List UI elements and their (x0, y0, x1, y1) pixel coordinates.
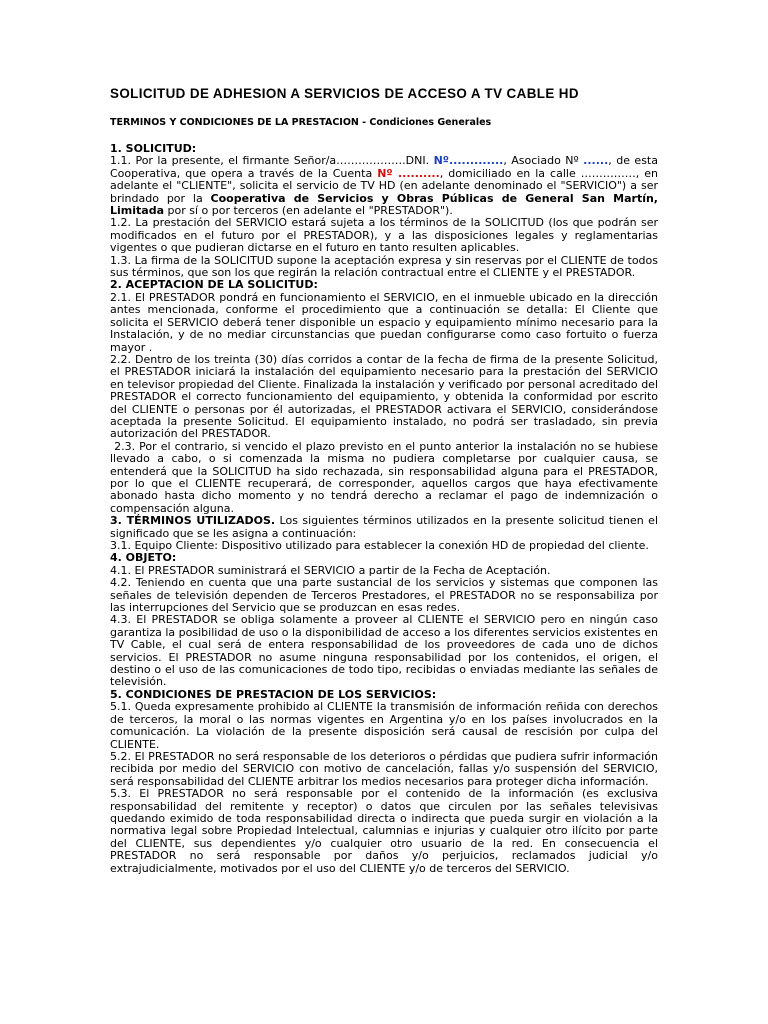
section-heading-solicitud: 1. SOLICITUD: (110, 142, 197, 155)
section-heading-objeto: 4. OBJETO: (110, 551, 177, 565)
document-body (110, 142, 662, 875)
document-title: SOLICITUD DE ADHESION A SERVICIOS DE ACCESO A TV CABLE HD (110, 86, 579, 101)
clause-2-2: 2.2. Dentro de los treinta (30) días corridos a contar de la fecha de firma de la presente Solicitud, el PRESTADOR iniciará la instalación del equipamiento necesario para la prestación del SERVICIO en televisor propiedad del Cliente. Finalizada la instalación y verificado por personal acreditado del PRESTADOR el correcto funcionamiento del equipamiento, y obtenida la conformidad por escrito del CLIENTE o personas por él autorizadas, el PRESTADOR activara el SERVICIO, considerándose aceptada la presente Solicitud. El equipamiento instalado, no podrá ser trasladado, sin previa autorización del PRESTADOR. (110, 352, 658, 441)
section-heading-aceptacion: 2. ACEPTACION DE LA SOLICITUD: (110, 278, 318, 292)
clause-1-1-text-a: 1.1. Por la presente, el firmante Señor/a……………….DNI. (110, 154, 434, 168)
clause-4-1: 4.1. El PRESTADOR suministrará el SERVICIO a partir de la Fecha de Aceptación. (110, 563, 551, 577)
clause-1-1-text-f: por sí o por terceros (en adelante el "PRESTADOR"). (164, 204, 453, 218)
section-heading-terminos: 3. TÉRMINOS UTILIZADOS. (110, 514, 276, 528)
section-heading-condiciones: 5. CONDICIONES DE PRESTACION DE LOS SERVICIOS: (110, 687, 437, 701)
clause-1-2: 1.2. La prestación del SERVICIO estará sujeta a los términos de la SOLICITUD (los que podrán ser modificados en el futuro por el PRESTADOR), y a las disposiciones legales y reglamentarias vigentes o que pudieran dictarse en el futuro en tanto resulten aplicables. (110, 216, 658, 255)
clause-3-intro-text: Los siguientes términos utilizados en la presente solicitud tienen el significado que se les asigna a continuación: (110, 514, 659, 540)
cuenta-number-field: Nº .......... (377, 166, 440, 180)
clause-1-1-text-e: , en adelante el "CLIENTE", solicita el servicio de TV HD (en adelante denominado el "SERVICIO") a ser brindado por la (110, 166, 659, 205)
clause-3-1: 3.1. Equipo Cliente: Dispositivo utilizado para establecer la conexión HD de propiedad del cliente. (110, 539, 649, 552)
dni-number-field: Nº............. (433, 154, 504, 168)
clause-2-3: 2.3. Por el contrario, si vencido el plazo previsto en el punto anterior la instalación no se hubiese llevado a cabo, o si comenzada la misma no pudiera completarse por cualquier causa, se entenderá que la SOLICITUD ha sido rechazada, sin responsabilidad alguna para el PRESTADOR, por lo que el CLIENTE recuperará, de corresponder, aquellos cargos que haya efectivamente abonado hasta dicho momento y no tendrá derecho a reclamar el pago de indemnización o compensación alguna. (110, 439, 662, 515)
clause-1-1 (110, 155, 658, 217)
clause-5-3: 5.3. El PRESTADOR no será responsable por el contenido de la información (es exclusiva responsabilidad del remitente y receptor) o datos que circulen por las señales televisivas quedando eximido de toda responsabilidad directa o indirecta que pueda surgir en violación a la normativa legal sobre Propiedad Intelectual, calumnias e injurias y cualquier otro ilícito por parte del CLIENTE, sus dependientes y/o cualquier otro usuario de la red. En consecuencia el PRESTADOR no será responsable por daños y/o perjuicios, reclamados judicial y/o extrajudicialmente, motivados por el uso del CLIENTE y/o de terceros del SERVICIO. (110, 787, 658, 875)
clause-5-1: 5.1. Queda expresamente prohibido al CLIENTE la transmisión de información reñida con derechos de terceros, la moral o las normas vigentes en Argentina y/o en los países involucrados en la comunicación. La violación de la presente disposición será causal de rescisión por culpa del CLIENTE. (110, 700, 658, 751)
clause-1-1-text-b: , Asociado Nº (503, 154, 584, 168)
clause-1-1-text-d: , domiciliado en la calle …………… (439, 166, 636, 180)
document-subtitle: TERMINOS Y CONDICIONES DE LA PRESTACION - Condiciones Generales (110, 117, 492, 128)
cooperative-name: Cooperativa de Servicios y Obras Públicas de General San Martín, Limitada (110, 191, 658, 218)
clause-4-3: 4.3. El PRESTADOR se obliga solamente a proveer al CLIENTE el SERVICIO pero en ningún caso garantiza la posibilidad de uso o la disponibilidad de acceso a los diferentes servicios existentes en TV Cable, el cual será de entera responsabilidad de los proveedores de cada uno de dichos servicios. El PRESTADOR no asume ninguna responsabilidad por los contenidos, el origen, el destino o el uso de las comunicaciones de todo tipo, recibidas o enviadas mediante las señales de televisión. (110, 613, 658, 689)
clause-1-3: 1.3. La firma de la SOLICITUD supone la aceptación expresa y sin reservas por el CLIENTE de todos sus términos, que son los que regirán la relación contractual entre el CLIENTE y el PRESTADOR. (110, 253, 658, 280)
clause-5-2: 5.2. El PRESTADOR no será responsable de los deterioros o pérdidas que pudiera sufrir información recibida por medio del SERVICIO con motivo de cancelación, fallas y/o suspensión del SERVICIO, será responsabilidad del CLIENTE arbitrar los medios necesarios para proteger dicha información. (110, 749, 658, 788)
asociado-number-field: ...... (583, 154, 609, 168)
clause-3-intro (110, 515, 658, 540)
clause-2-1: 2.1. El PRESTADOR pondrá en funcionamiento el SERVICIO, en el inmueble ubicado en la dirección antes mencionada, conforme el procedimiento que a continuación se detalla: El Cliente que solicita el SERVICIO deberá tener disponible un espacio y equipamiento mínimo necesario para la Instalación, y de no mediar circunstancias que puedan configurarse como caso fortuito o fuerza mayor . (110, 290, 658, 354)
clause-1-1-text-c: , de esta Cooperativa, que opera a través de la Cuenta (110, 154, 658, 180)
clause-4-2: 4.2. Teniendo en cuenta que una parte sustancial de los servicios y sistemas que componen las señales de televisión dependen de Terceros Prestadores, el PRESTADOR no se responsabiliza por las interrupciones del Servicio que se produzcan en esas redes. (110, 576, 658, 615)
